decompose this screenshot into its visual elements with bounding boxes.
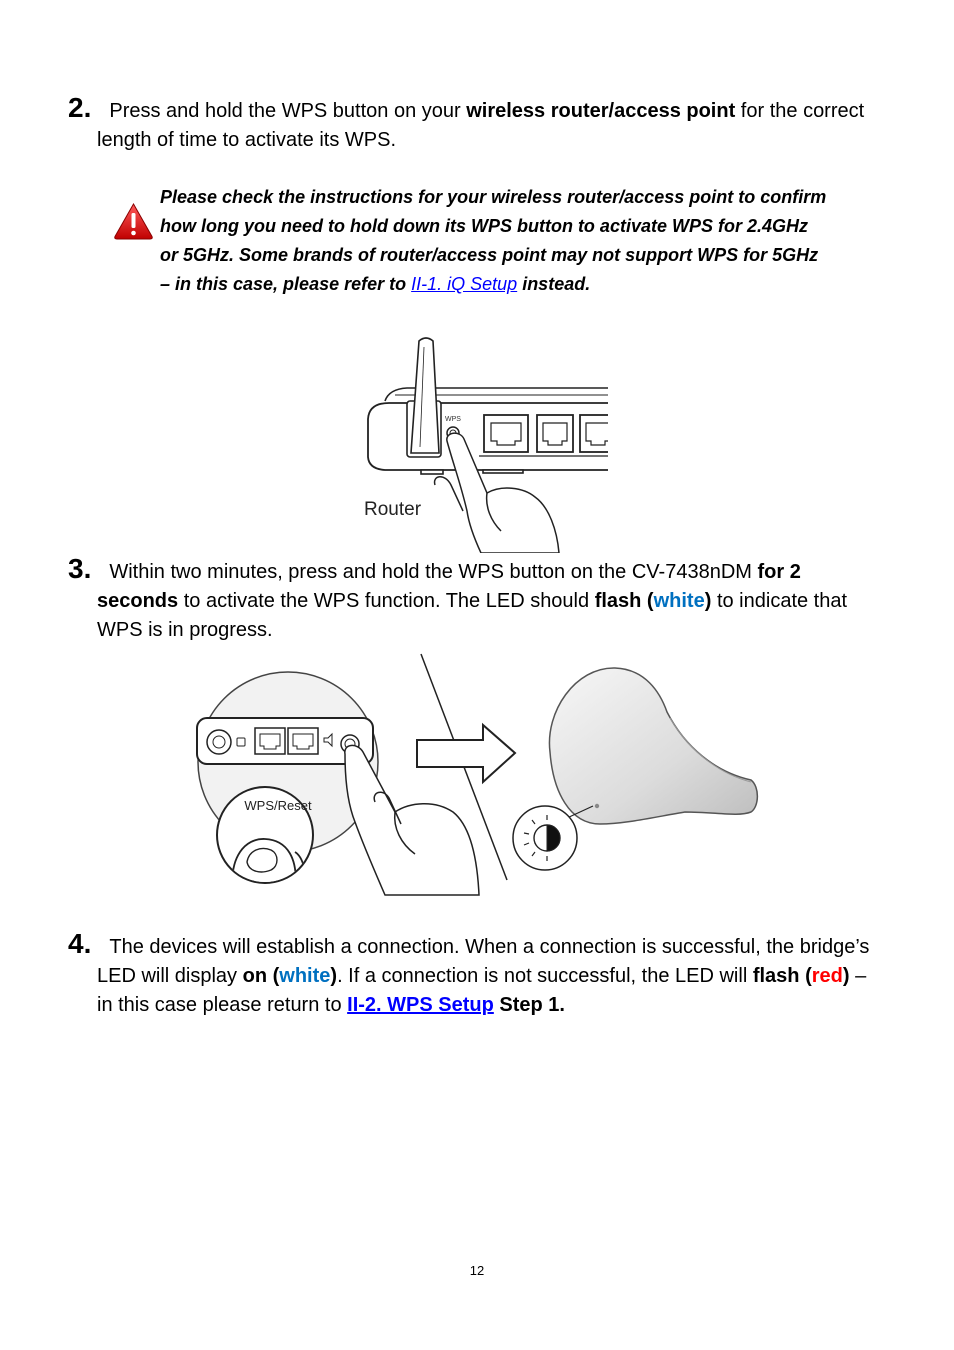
iq-setup-link[interactable]: II-1. iQ Setup: [411, 274, 518, 294]
router-ports: [484, 415, 608, 452]
step-3-paragraph: [68, 553, 880, 645]
bridge-wps-illustration: [195, 652, 760, 897]
step-number: 2.: [68, 92, 92, 123]
led-color-white: white: [279, 965, 331, 987]
step-2-paragraph: [68, 92, 880, 155]
step-bold-text: flash (: [752, 965, 812, 987]
step-bold-text: ): [704, 590, 712, 612]
page-number: 12: [469, 1263, 485, 1278]
router-antenna: [407, 338, 441, 457]
router-illustration: [363, 335, 608, 553]
led-color-white: white: [653, 590, 705, 612]
step-text: for the correct length of time to activate its WPS.: [97, 100, 865, 151]
led-flash-icon: [513, 806, 577, 870]
wps-setup-link[interactable]: II-2. WPS Setup: [347, 994, 494, 1016]
step-text: The devices will establish a connection. When a connection is successful, the bridge’s LED will display: [97, 936, 870, 987]
step-bold-text: on (: [242, 965, 280, 987]
warning-text: Please check the instructions for your wireless router/access point to confirm how long you need to hold down its WPS button to activate WPS for 2.4GHz or 5GHz. Some brands of router/access point may not support WPS for 5GHz – in this case, please refer to: [160, 187, 827, 294]
step-text: to activate the WPS function. The LED should: [178, 590, 595, 612]
warning-text: instead.: [517, 274, 591, 294]
step-bold-text: wireless router/access point: [466, 100, 736, 122]
step-text: Press and hold the WPS button on your: [109, 100, 467, 122]
step-text: Within two minutes, press and hold the WPS button on the CV-7438nDM: [109, 561, 758, 583]
step-4-paragraph: [68, 928, 880, 1020]
step-text: – in this case please return to: [97, 965, 867, 1016]
wps-reset-label: WPS/Reset: [244, 798, 312, 813]
step-bold-text: flash (: [594, 590, 654, 612]
led-indicator: [595, 804, 599, 808]
step-number: 4.: [68, 928, 92, 959]
bridge-device: [549, 668, 757, 824]
step-number: 3.: [68, 553, 92, 584]
step-text: . If a connection is not successful, the LED will: [337, 965, 753, 987]
wps-button-label: WPS: [445, 416, 461, 423]
router-label: Router: [364, 499, 422, 520]
step-bold-text: ): [330, 965, 338, 987]
step-bold-text: for 2 seconds: [97, 561, 801, 612]
zoom-circle-button: [217, 787, 313, 892]
led-color-red: red: [811, 965, 843, 987]
step-bold-text: ): [842, 965, 850, 987]
warning-icon: [113, 202, 154, 240]
step-bold-text: Step 1.: [499, 994, 565, 1016]
warning-note: [160, 183, 830, 299]
step-text: to indicate that WPS is in progress.: [97, 590, 848, 641]
